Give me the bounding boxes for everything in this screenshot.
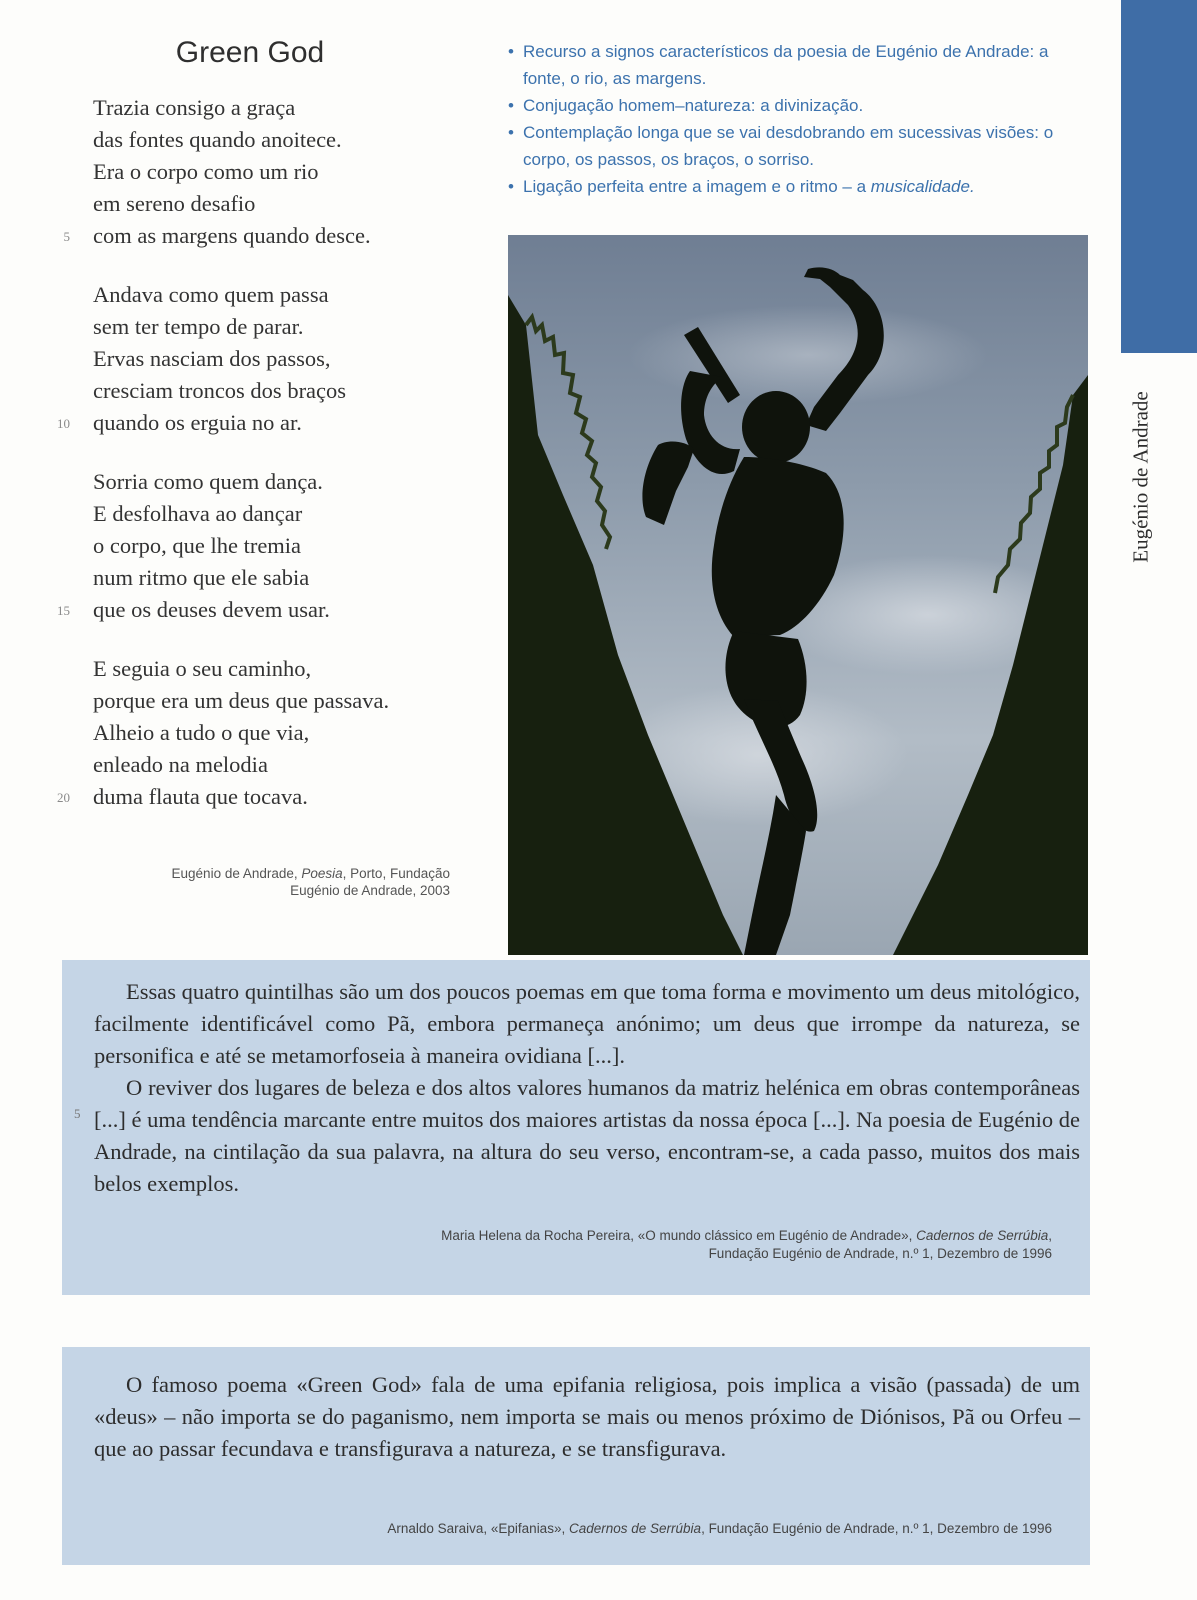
poem-line-text: sem ter tempo de parar. xyxy=(93,314,304,339)
poem-stanza xyxy=(40,279,480,439)
analysis-bullet-item xyxy=(508,92,1093,119)
poem-line-number: 20 xyxy=(57,790,70,805)
poem-stanza xyxy=(40,92,480,252)
poem-line-text: enleado na melodia xyxy=(93,752,268,777)
commentary-1-source-line2: Fundação Eugénio de Andrade, n.º 1, Dezembro de 1996 xyxy=(708,1246,1052,1261)
poem-line xyxy=(40,749,480,781)
poem-line-text: com as margens quando desce. xyxy=(93,223,371,248)
poem-source-author: Eugénio de Andrade, xyxy=(171,866,302,881)
poem-stanza xyxy=(40,466,480,626)
poem-line-text: em sereno desafio xyxy=(93,191,256,216)
poem-line-text: Era o corpo como um rio xyxy=(93,159,319,184)
poem-line xyxy=(40,220,480,252)
poem-line xyxy=(40,466,480,498)
commentary-box-2 xyxy=(62,1347,1090,1565)
analysis-bullet-emphasis: musicalidade. xyxy=(870,177,975,196)
commentary-2-text xyxy=(94,1369,1080,1465)
poem-title: Green God xyxy=(175,36,325,69)
section-accent-bar xyxy=(1121,0,1197,353)
poem-stanza xyxy=(40,653,480,813)
poem-line xyxy=(40,188,480,220)
analysis-bullet-item xyxy=(508,38,1093,92)
poem-source-title: Poesia xyxy=(301,866,343,881)
commentary-2-paragraph: O famoso poema «Green God» fala de uma epifania religiosa, pois implica a visão (passada) de um «deus» – não importa se do paganismo, nem importa se mais ou menos próximo de Diónisos, Pã ou Orfeu – que ao passar fecundava e transfigurava a natureza, e se transfigurava. xyxy=(94,1372,1080,1461)
poem-line xyxy=(40,781,480,813)
poem-line xyxy=(40,594,480,626)
analysis-bullet-item xyxy=(508,119,1093,173)
poem-line xyxy=(40,498,480,530)
commentary-1-source-publication: Cadernos de Serrúbia xyxy=(916,1228,1049,1243)
analysis-bullet-text: Contemplação longa que se vai desdobrando em sucessivas visões: o corpo, os passos, os braços, o sorriso. xyxy=(523,123,1054,169)
analysis-bullet-text: Ligação perfeita entre a imagem e o ritmo – a xyxy=(523,177,871,196)
poem-line-text: Trazia consigo a graça xyxy=(93,95,296,120)
poem-line-text: Ervas nasciam dos passos, xyxy=(93,346,331,371)
commentary-1-source: Maria Helena da Rocha Pereira, «O mundo clássico em Eugénio de Andrade», Cadernos de Serrúbia, Fundação Eugénio de Andrade, n.º 1, Dezembro de 1996 xyxy=(441,1228,1052,1261)
statue-photo xyxy=(508,235,1088,955)
poem-line xyxy=(40,717,480,749)
poem-line-text: E seguia o seu caminho, xyxy=(93,656,312,681)
poem-line xyxy=(40,156,480,188)
poem-line-text: das fontes quando anoitece. xyxy=(93,127,342,152)
commentary-2-source-author: Arnaldo Saraiva, «Epifanias», xyxy=(387,1521,569,1536)
analysis-bullets xyxy=(508,38,1093,200)
poem-line-text: cresciam troncos dos braços xyxy=(93,378,347,403)
commentary-2-source: Arnaldo Saraiva, «Epifanias», Cadernos de Serrúbia, Fundação Eugénio de Andrade, n.º 1, Dezembro de 1996 xyxy=(387,1521,1052,1536)
poem-line xyxy=(40,530,480,562)
poem-line-text: porque era um deus que passava. xyxy=(93,688,390,713)
poem-line xyxy=(40,92,480,124)
commentary-1-paragraph: O reviver dos lugares de beleza e dos altos valores humanos da matriz helénica em obras contemporâneas [...] é uma tendência marcante entre muitos dos maiores artistas da nossa época [...]. Na poesia de Eugénio de Andrade, na cintilação da sua palavra, na altura do seu verso, encontram-se, a cada passo, muitos dos mais belos exemplos. xyxy=(94,1075,1080,1196)
poem-line xyxy=(40,407,480,439)
commentary-2-source-publication: Cadernos de Serrúbia xyxy=(568,1521,702,1536)
commentary-1-source-author: Maria Helena da Rocha Pereira, «O mundo clássico em Eugénio de Andrade», xyxy=(441,1228,917,1243)
statue-silhouette-image xyxy=(508,235,1088,955)
poem-line-text: E desfolhava ao dançar xyxy=(93,501,303,526)
poem-line-text: que os deuses devem usar. xyxy=(93,597,330,622)
poem-line-text: Sorria como quem dança. xyxy=(93,469,323,494)
commentary-1-paragraph: Essas quatro quintilhas são um dos poucos poemas em que toma forma e movimento um deus mitológico, facilmente identificável como Pã, embora permaneça anónimo; um deus que irrompe da natureza, se personifica e até se metamorfoseia à maneira ovidiana [...]. xyxy=(94,979,1080,1068)
poem-line-text: duma flauta que tocava. xyxy=(93,784,308,809)
poem-line xyxy=(40,653,480,685)
poem-line xyxy=(40,375,480,407)
poem-line-text: Alheio a tudo o que via, xyxy=(93,720,310,745)
poem-line-text: Andava como quem passa xyxy=(93,282,329,307)
poem-line-number: 15 xyxy=(57,603,70,618)
poem-line xyxy=(40,685,480,717)
poem-line xyxy=(40,562,480,594)
analysis-bullet-item xyxy=(508,173,1093,200)
poem-line xyxy=(40,343,480,375)
poem-source-place: , Porto, Fundação xyxy=(342,866,450,881)
poem-line xyxy=(40,124,480,156)
commentary-line-number: 5 xyxy=(74,1106,81,1121)
poem-line-number: 10 xyxy=(57,416,70,431)
poem-line-text: o corpo, que lhe tremia xyxy=(93,533,302,558)
analysis-bullet-text: Recurso a signos característicos da poesia de Eugénio de Andrade: a fonte, o rio, as margens. xyxy=(523,42,1049,88)
poem-body xyxy=(40,92,480,840)
poem-line-number: 5 xyxy=(63,229,70,244)
poem-line-text: num ritmo que ele sabia xyxy=(93,565,310,590)
poem-line xyxy=(40,279,480,311)
poem-source xyxy=(120,865,450,899)
poem-line-text: quando os erguia no ar. xyxy=(93,410,302,435)
poem-line xyxy=(40,311,480,343)
author-side-label: Eugénio de Andrade xyxy=(1128,391,1153,563)
commentary-box-1 xyxy=(62,960,1090,1295)
analysis-bullet-text: Conjugação homem–natureza: a divinização. xyxy=(523,96,864,115)
poem-source-line2: Eugénio de Andrade, 2003 xyxy=(290,883,450,898)
commentary-1-text xyxy=(94,976,1080,1200)
